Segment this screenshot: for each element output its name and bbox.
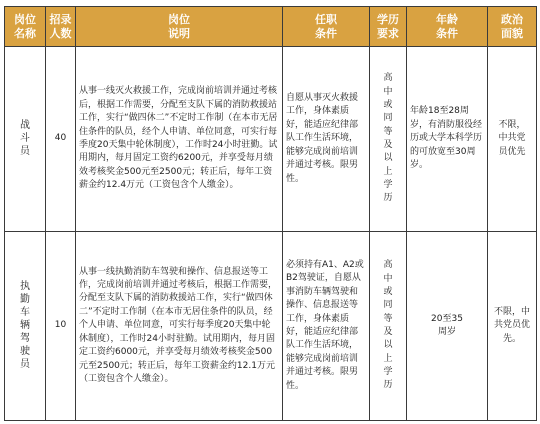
age-cell: 20至35周岁 <box>407 232 488 421</box>
header-political: 政治 面貌 <box>488 7 537 47</box>
political-cell: 不限，中共党员优先。 <box>488 232 537 421</box>
header-row <box>5 7 537 47</box>
recruitment-table <box>4 6 537 421</box>
quota-cell: 10 <box>46 232 76 421</box>
quota-cell: 40 <box>46 47 76 232</box>
political-cell: 不限，中共党员优先 <box>488 47 537 232</box>
description-cell: 从事一线灭火救援工作，完成岗前培训并通过考核后，根据工作需要，分配至支队下属的消防救援站工作，实行“做四休二”不定时工作制（在本市无居住条件的队员，经个人申请、单位同意，可实行每季度20天集中轮休制度），工作时24小时驻勤。试用期内，每月固定工资约6200元，并享受每月绩效考核奖金500元至2500元；转正后，每年工资薪金约12.4万元（工资包含个人缴金）。 <box>76 47 283 232</box>
age-cell: 年龄18至28周岁，有消防服役经历或大学本科学历的可放宽至30周岁。 <box>407 47 488 232</box>
header-requirements: 任职 条件 <box>283 7 370 47</box>
header-education: 学历 要求 <box>370 7 407 47</box>
table-row <box>5 47 537 232</box>
header-description: 岗位 说明 <box>76 7 283 47</box>
header-position-name: 岗位 名称 <box>5 7 46 47</box>
education-cell: 高中或同等及以上学历 <box>370 47 407 232</box>
table-row <box>5 232 537 421</box>
description-cell: 从事一线执勤消防车驾驶和操作、信息报送等工作，完成岗前培训并通过考核后，根据工作需要，分配至支队下属的消防救援站工作，实行“做四休二”不定时工作制（在本市无居住条件的队员，经个人申请、单位同意，可实行每季度20天集中轮休制度），工作时24小时驻勤。试用期内，每月固定工资约6000元，并享受每月绩效考核奖金500元至2500元；转正后，每年工资薪金约12.1万元（工资包含个人缴金）。 <box>76 232 283 421</box>
position-name-cell: 执勤车辆驾驶员 <box>5 232 46 421</box>
requirements-cell: 必须持有A1、A2或B2驾驶证，自愿从事消防车辆驾驶和操作、信息报送等工作，身体素质好，能适应纪律部队工作生活环境，能够完成岗前培训并通过考核。限男性。 <box>283 232 370 421</box>
header-age: 年龄 条件 <box>407 7 488 47</box>
education-cell: 高中或同等及以上学历 <box>370 232 407 421</box>
position-name-cell: 战斗员 <box>5 47 46 232</box>
header-quota: 招录 人数 <box>46 7 76 47</box>
requirements-cell: 自愿从事灭火救援工作，身体素质好，能适应纪律部队工作生活环境，能够完成岗前培训并通过考核。限男性。 <box>283 47 370 232</box>
